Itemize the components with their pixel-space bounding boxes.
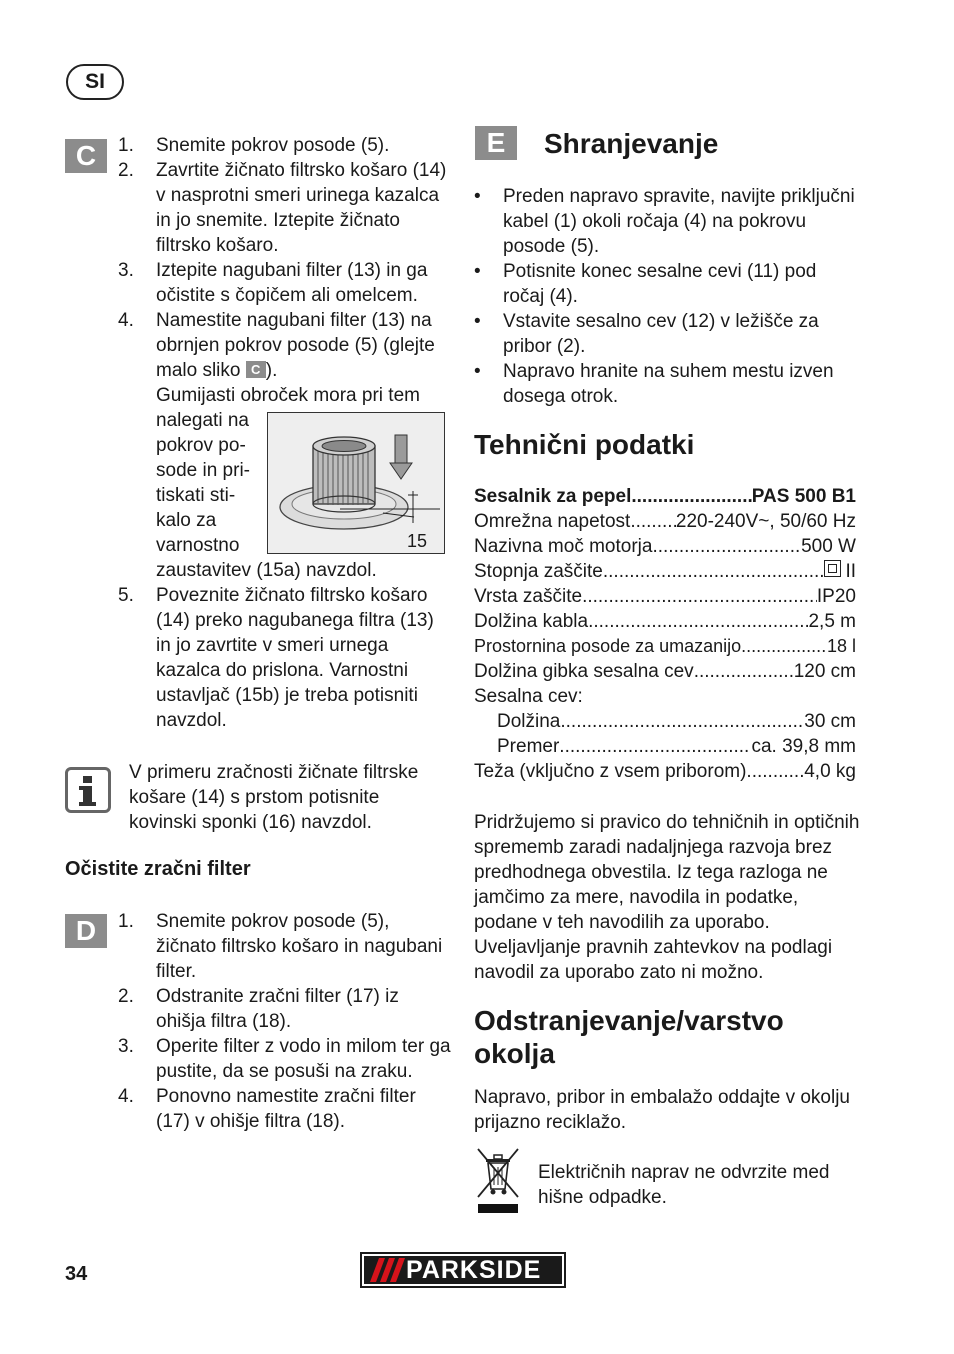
list-item [118, 133, 453, 158]
heading-tech: Tehnični podatki [474, 429, 695, 460]
spec-protection-class [474, 559, 856, 584]
list-item [118, 909, 453, 984]
section-c-badge: C [65, 139, 107, 173]
wrap-line: nalegati na [156, 410, 249, 431]
list-item-text: Napravo hranite na suhem mestu izven dosega otrok. [503, 361, 834, 407]
step-number: 5. [118, 585, 134, 606]
list-item [474, 309, 859, 359]
list-item-text: Snemite pokrov posode (5), žičnato filtrsko košaro in nagubani filter. [156, 911, 443, 982]
environment-text: Napravo, pribor in embalažo oddajte v okolju prijazno reciklažo. [474, 1087, 850, 1133]
step-number: 4. [118, 310, 134, 331]
steps-c-list [118, 133, 453, 308]
step-c5 [118, 583, 453, 733]
spec-label: Sesalna cev: [474, 686, 583, 707]
language-badge: SI [66, 64, 124, 100]
wrap-line: tiskati sti- [156, 485, 236, 506]
spec-label: Dolžina [497, 711, 561, 732]
heading-env-line-2: okolja [474, 1038, 555, 1069]
spec-tube [474, 684, 856, 709]
spec-label: Dolžina gibka sesalna cev [474, 661, 694, 682]
spec-value: 500 W [801, 536, 856, 557]
bullet: • [474, 186, 481, 207]
spec-tube-diameter [474, 734, 856, 759]
spec-weight [474, 759, 856, 784]
page-number: 34 [65, 1263, 88, 1285]
step-number: 3. [118, 260, 134, 281]
list-item-text: Operite filter z vodo in milom ter ga pustite, da se posuši na zraku. [156, 1036, 451, 1082]
list-item [474, 259, 859, 309]
spec-protection-type [474, 584, 856, 609]
list-item [474, 359, 859, 409]
steps-d [118, 909, 453, 1134]
parkside-logo [360, 1252, 566, 1288]
spec-voltage [474, 509, 856, 534]
subheading-air-filter: Očistite zračni filter [65, 858, 251, 880]
list-item [118, 158, 453, 258]
filter-figure [267, 412, 445, 554]
step-number: 4. [118, 1086, 134, 1107]
wrap-line: pokrov po- [156, 435, 246, 456]
list-item-text: Vstavite sesalno cev (12) v ležišče za pribor (2). [503, 311, 819, 357]
weee-crossed-bin-icon [474, 1145, 522, 1215]
step-number: 1. [118, 135, 134, 156]
list-item-text: Ponovno namestite zračni filter (17) v ohišje filtra (18). [156, 1086, 416, 1132]
wrap-line: varnostno [156, 535, 240, 556]
section-e-badge: E [475, 126, 517, 160]
spec-value: PAS 500 B1 [751, 486, 856, 507]
spec-tube-length [474, 709, 856, 734]
list-item [118, 1084, 453, 1134]
bullet: • [474, 261, 481, 282]
list-item-text: Odstranite zračni filter (17) iz ohišja filtra (18). [156, 986, 399, 1032]
step-c4-end: zaustavitev (15a) navzdol. [156, 560, 377, 581]
spec-value: 30 cm [804, 711, 856, 732]
info-icon [65, 767, 111, 813]
step-c4-text-b: ). [265, 360, 278, 381]
spec-model [474, 484, 856, 509]
list-item-text: Potisnite konec sesalne cevi (11) pod ročaj (4). [503, 261, 817, 307]
spec-label: Omrežna napetost [474, 511, 631, 532]
storage-items [474, 184, 859, 409]
steps-d-list [118, 909, 453, 1134]
bullet: • [474, 361, 481, 382]
spec-value: 18 l [826, 636, 856, 656]
step-c4-text-a: Namestite nagubani filter (13) na obrnjen pokrov posode (5) (glejte malo sliko [156, 310, 435, 381]
spec-value: II [845, 561, 856, 582]
wrap-line: kalo za [156, 510, 217, 531]
bullet: • [474, 311, 481, 332]
list-item-text: Snemite pokrov posode (5). [156, 135, 390, 156]
list-item [474, 184, 859, 259]
spec-hose [474, 659, 856, 684]
step-number: 1. [118, 911, 134, 932]
spec-value: 220-240V~, 50/60 Hz [675, 511, 856, 532]
spec-value: IP20 [816, 586, 856, 607]
spec-value: 2,5 m [808, 611, 856, 632]
spec-power [474, 534, 856, 559]
step-number: 2. [118, 986, 134, 1007]
brand-text: PARKSIDE [406, 1256, 542, 1284]
info-text: V primeru zračnosti žičnate filtrske košare (14) s prstom potisnite kovinski sponki (16) navzdol. [129, 762, 419, 833]
list-item-text: Preden napravo spravite, navijte priključni kabel (1) okoli ročaja (4) na pokrovu posode (5). [503, 186, 855, 257]
wrap-line: sode in pri- [156, 460, 250, 481]
list-item [118, 1034, 453, 1084]
tech-specs [474, 484, 856, 784]
step-c5-text: Poveznite žičnato filtrsko košaro (14) preko nagubanega filtra (13) in jo zavrtite v smeri urnega kazalca do prislona. Varnostni ustavljač (15b) je treba potisniti navzdol. [156, 585, 434, 731]
storage-list [474, 184, 859, 409]
spec-label: Dolžina kabla [474, 611, 589, 632]
spec-volume [474, 634, 856, 659]
heading-storage: Shranjevanje [544, 128, 719, 159]
spec-label: Premer [497, 736, 560, 757]
step-c4-text-c: Gumijasti obroček mora pri tem [156, 385, 420, 406]
spec-label: Stopnja zaščite [474, 561, 603, 582]
step-number: 2. [118, 160, 134, 181]
heading-environment [474, 1004, 784, 1070]
spec-label: Teža (vključno z vsem priborom) [474, 761, 747, 782]
list-item-text: Iztepite nagubani filter (13) in ga očistite s čopičem ali omelcem. [156, 260, 428, 306]
list-item [118, 258, 453, 308]
spec-value: 120 cm [793, 661, 856, 682]
weee-text: Električnih naprav ne odvrzite med hišne odpadke. [538, 1162, 830, 1208]
spec-label: Prostornina posode za umazanijo [474, 636, 742, 656]
double-insulation-icon [824, 560, 841, 577]
disclaimer: Pridržujemo si pravico do tehničnih in optičnih sprememb zaradi nadaljnjega razvoja brez predhodnega obvestila. Iz tega razloga ne jamčimo za mere, navodila in podatke, podane v teh navodilih za uporabo. Uveljavljanje pravnih zahtevkov na podlagi navodil za uporabo zato ni možno. [474, 812, 860, 983]
list-item-text: Zavrtite žičnato filtrsko košaro (14) v nasprotni smeri urinega kazalca in jo snemite. Iztepite žičnato filtrsko košaro. [156, 160, 447, 256]
step-number: 3. [118, 1036, 134, 1057]
heading-env-line-1: Odstranjevanje/varstvo [474, 1005, 784, 1036]
spec-value: 4,0 kg [804, 761, 856, 782]
spec-cable [474, 609, 856, 634]
figure-label: 15 [407, 531, 428, 551]
list-item [118, 984, 453, 1034]
spec-label: Nazivna moč motorja [474, 536, 653, 557]
section-d-badge: D [65, 914, 107, 948]
spec-value: ca. 39,8 mm [751, 736, 856, 757]
spec-label: Vrsta zaščite [474, 586, 583, 607]
spec-label: Sesalnik za pepel [474, 486, 632, 507]
inline-c-badge: C [246, 361, 266, 378]
